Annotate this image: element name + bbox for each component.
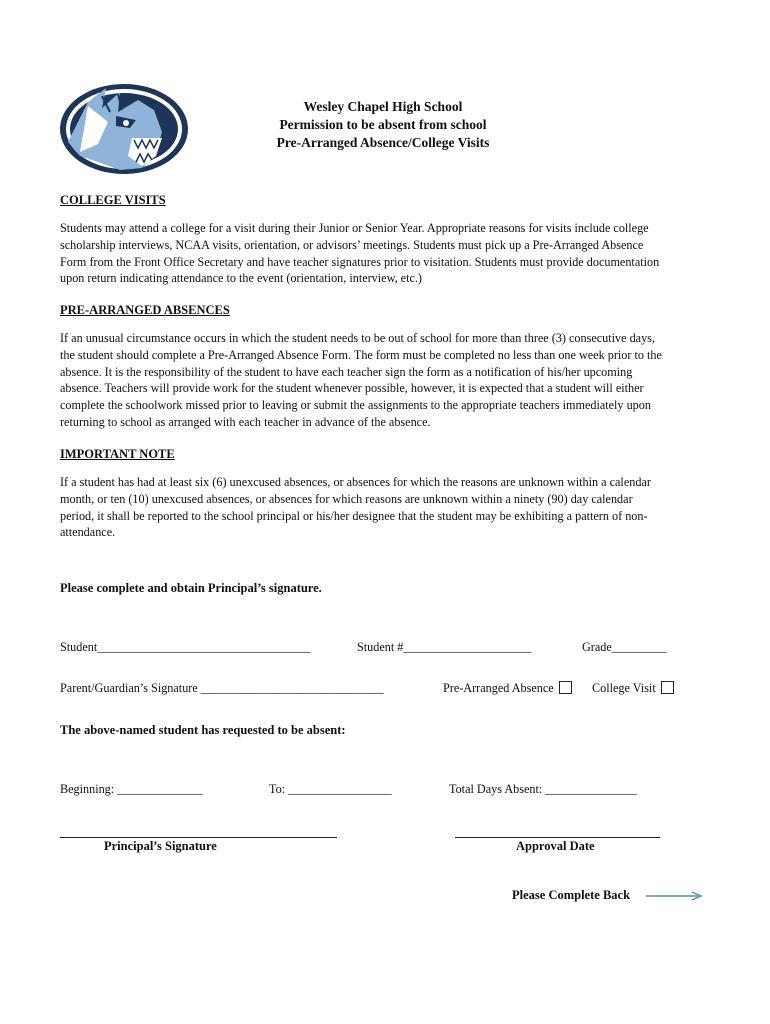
document-title: Permission to be absent from school	[279, 117, 487, 132]
paragraph-line: upon return indicating attendance to the event (orientation, interview, etc.)	[60, 271, 422, 286]
document-subtitle: Pre-Arranged Absence/College Visits	[276, 135, 490, 150]
end-date-field[interactable]: To: _________________	[269, 782, 392, 796]
pre-arranged-absence-option[interactable]	[443, 681, 572, 696]
college-visit-checkbox[interactable]	[661, 681, 674, 694]
approval-date-line[interactable]	[455, 837, 660, 838]
paragraph-line: absence. It is the responsibility of the student to have each teacher sign the form as a notification of his/her upcoming	[60, 364, 633, 379]
important-note-paragraph	[60, 474, 718, 541]
paragraph-line: month, or ten (10) unexcused absences, or absences for which reasons are unknown within a ninety (90) day calendar	[60, 491, 633, 506]
paragraph-line: attendance.	[60, 525, 116, 540]
pre-arranged-absence-label: Pre-Arranged Absence	[443, 681, 554, 695]
paragraph-line: Students may attend a college for a visit during their Junior or Senior Year. Appropriate reasons for visits include college	[60, 221, 649, 235]
right-arrow-icon	[646, 890, 704, 902]
paragraph-line: If a student has had at least six (6) unexcused absences, or absences for which the reasons are unknown within a calendar	[60, 475, 651, 489]
paragraph-line: absence. Teachers will provide work for the student whenever possible, however, it is expected that a student will either	[60, 381, 644, 396]
pre-arranged-absences-heading: PRE-ARRANGED ABSENCES	[60, 303, 230, 317]
important-note-heading: IMPORTANT NOTE	[60, 447, 175, 461]
college-visit-label: College Visit	[592, 681, 656, 695]
college-visits-paragraph	[60, 220, 718, 287]
paragraph-line: Form from the Front Office Secretary and have teacher signatures prior to visitation. Students must provide documentation	[60, 254, 660, 269]
form-instruction: Please complete and obtain Principal’s signature.	[60, 581, 322, 595]
absence-request-statement: The above-named student has requested to be absent:	[60, 723, 346, 737]
pre-arranged-absence-checkbox[interactable]	[559, 681, 572, 694]
college-visits-heading: COLLEGE VISITS	[60, 193, 166, 207]
student-name-field[interactable]: Student___________________________________	[60, 640, 311, 654]
principal-signature-label: Principal’s Signature	[104, 839, 217, 853]
principal-signature-line[interactable]	[60, 837, 337, 838]
grade-field[interactable]: Grade_________	[582, 640, 667, 654]
paragraph-line: scholarship interviews, NCAA visits, orientation, or advisors’ meetings. Students must pick up a Pre-Arranged Absence	[60, 237, 644, 252]
total-days-absent-field[interactable]: Total Days Absent: _______________	[449, 782, 637, 796]
school-name: Wesley Chapel High School	[303, 99, 463, 114]
please-complete-back-note: Please Complete Back	[512, 888, 631, 902]
paragraph-line: complete the schoolwork missed prior to leaving or submit the assignments to the appropriate teachers immediately upon	[60, 398, 651, 413]
paragraph-line: the student should complete a Pre-Arranged Absence Form. The form must be completed no less than one week prior to the	[60, 347, 662, 362]
approval-date-label: Approval Date	[516, 839, 595, 853]
beginning-date-field[interactable]: Beginning: ______________	[60, 782, 203, 796]
document-header	[0, 98, 770, 152]
pre-arranged-absences-paragraph	[60, 330, 718, 431]
parent-signature-field[interactable]: Parent/Guardian’s Signature ______________________________	[60, 681, 384, 695]
paragraph-line: If an unusual circumstance occurs in which the student needs to be out of school for more than three (3) consecutive days,	[60, 331, 655, 345]
student-number-field[interactable]: Student #_____________________	[357, 640, 532, 654]
paragraph-line: period, it shall be reported to the school principal or his/her designee that the student may be exhibiting a pattern of non-	[60, 508, 648, 523]
paragraph-line: returning to school as arranged with each teacher in advance of the absence.	[60, 414, 431, 429]
college-visit-option[interactable]	[592, 681, 674, 696]
